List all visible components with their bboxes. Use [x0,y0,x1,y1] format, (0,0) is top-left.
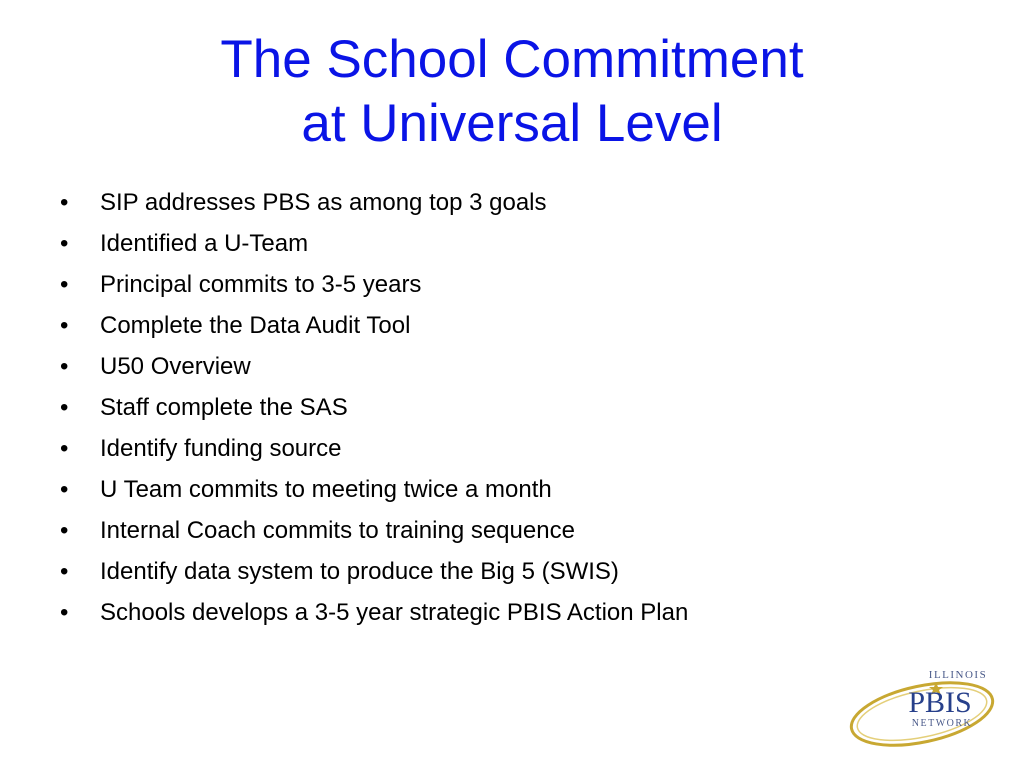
bullet-list [60,184,960,635]
illinois-pbis-network-logo [846,664,998,748]
bullet-text: Staff complete the SAS [100,394,348,421]
bullet-item [60,471,960,512]
bullet-icon: • [60,476,69,503]
bullet-item [60,430,960,471]
bullet-item [60,594,960,635]
bullet-icon: • [60,435,69,462]
bullet-text: SIP addresses PBS as among top 3 goals [100,189,547,216]
bullet-text: U50 Overview [100,353,251,380]
bullet-text: U Team commits to meeting twice a month [100,476,552,503]
bullet-text: Complete the Data Audit Tool [100,312,411,339]
bullet-text: Identified a U-Team [100,230,309,257]
bullet-item [60,184,960,225]
bullet-icon: • [60,230,69,257]
bullet-text: Principal commits to 3-5 years [100,271,422,298]
logo-top-text: ILLINOIS [928,669,988,681]
logo-bottom-text: NETWORK [911,718,973,729]
bullet-text: Schools develops a 3-5 year strategic PBIS Action Plan [100,599,689,626]
bullet-item [60,266,960,307]
bullet-icon: • [60,517,69,544]
bullet-icon: • [60,189,69,216]
title-line-1: The School Commitment [220,30,804,89]
bullet-text: Internal Coach commits to training sequence [100,517,575,544]
slide-title [0,28,1024,156]
bullet-item [60,348,960,389]
bullet-icon: • [60,312,69,339]
title-line-2: at Universal Level [301,94,723,153]
bullet-item [60,553,960,594]
bullet-icon: • [60,599,69,626]
bullet-item [60,512,960,553]
bullet-text: Identify funding source [100,435,342,462]
bullet-icon: • [60,558,69,585]
bullet-item [60,389,960,430]
bullet-item [60,225,960,266]
bullet-icon: • [60,353,69,380]
logo-main-text: PBIS [908,686,972,719]
bullet-item [60,307,960,348]
bullet-icon: • [60,394,69,421]
bullet-icon: • [60,271,69,298]
bullet-text: Identify data system to produce the Big 5 (SWIS) [100,558,619,585]
